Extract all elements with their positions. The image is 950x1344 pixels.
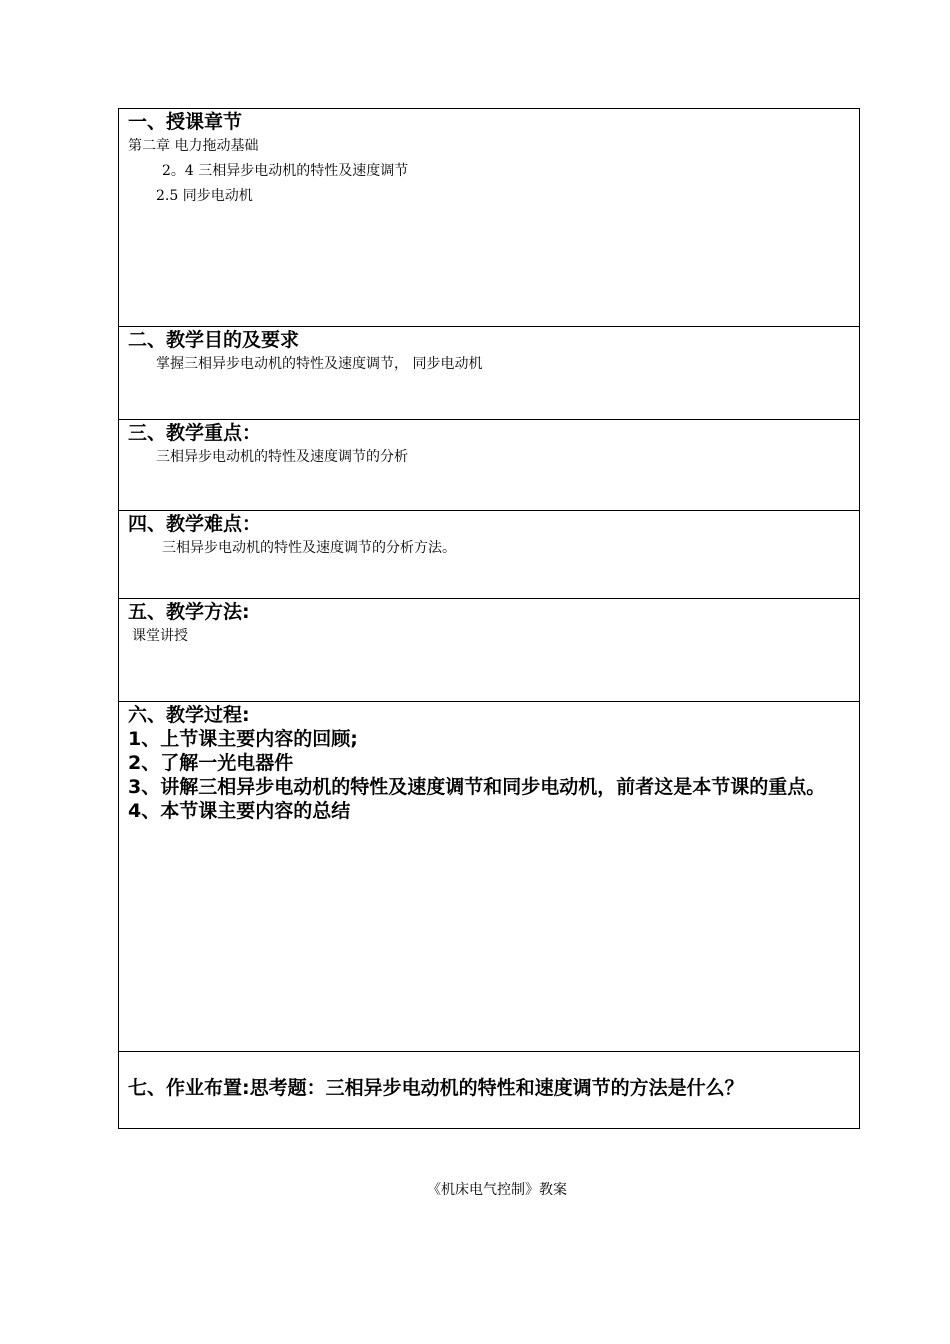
section-text: 三相异步电动机的特性及速度调节的分析: [156, 449, 408, 465]
section-heading: 四、教学难点：: [128, 513, 262, 535]
section-text: 课堂讲授: [132, 628, 188, 644]
page-footer: 《机床电气控制》教案: [427, 1182, 567, 1198]
section-difficulties: [119, 510, 859, 598]
section-text: 掌握三相异步电动机的特性及速度调节， 同步电动机: [156, 356, 483, 372]
section-key-points: [119, 419, 859, 510]
section-text: 三相异步电动机的特性及速度调节的分析方法。: [162, 540, 456, 556]
section-heading: 二、教学目的及要求: [128, 329, 300, 351]
subsection-line: 2。4 三相异步电动机的特性及速度调节: [162, 163, 409, 179]
section-course-chapter: [119, 109, 859, 326]
process-step: 1、上节课主要内容的回顾;: [128, 728, 358, 750]
chapter-line: 第二章 电力拖动基础: [128, 138, 259, 154]
section-teaching-process: [119, 701, 859, 1051]
section-heading: 一、授课章节: [128, 111, 243, 133]
section-heading: 五、教学方法:: [128, 601, 250, 623]
section-teaching-goals: [119, 326, 859, 419]
section-homework: [119, 1051, 859, 1128]
lesson-plan-table: [118, 108, 860, 1129]
process-step: 4、本节课主要内容的总结: [128, 800, 351, 822]
homework-text: 七、作业布置:思考题：三相异步电动机的特性和速度调节的方法是什么？: [128, 1077, 744, 1099]
process-step: 2、了解一光电器件: [128, 752, 294, 774]
subsection-line: 2.5 同步电动机: [156, 188, 253, 204]
section-heading: 三、教学重点：: [128, 422, 262, 444]
section-heading: 六、教学过程:: [128, 704, 250, 726]
section-teaching-method: [119, 598, 859, 701]
process-step: 3、讲解三相异步电动机的特性及速度调节和同步电动机，前者这是本节课的重点。: [128, 776, 826, 798]
